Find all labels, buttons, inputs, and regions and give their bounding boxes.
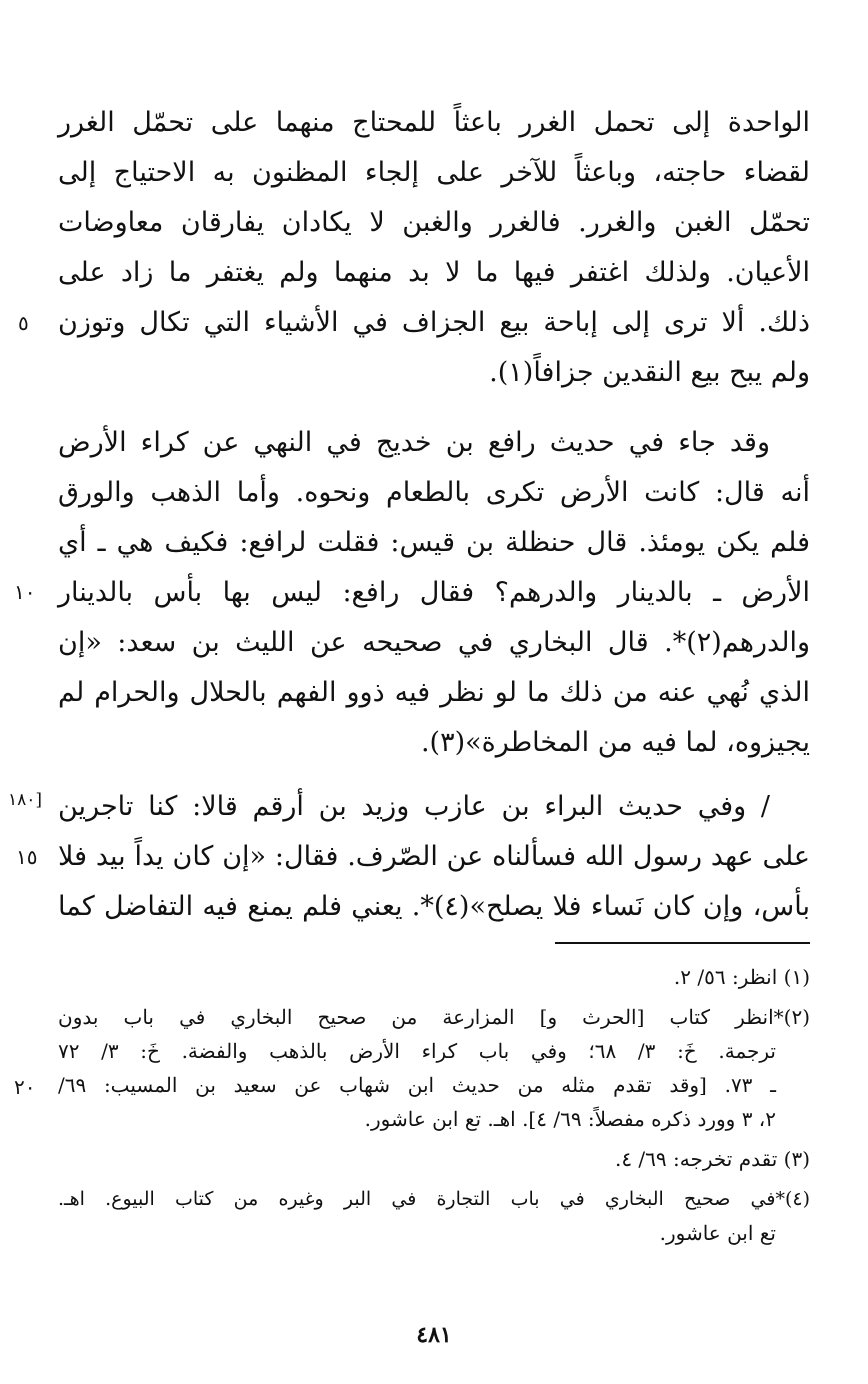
- body-line: والدرهم(٢)*. قال البخاري في صحيحه عن الليث بن سعد: «إن: [58, 627, 810, 658]
- body-line: أنه قال: كانت الأرض تكرى بالطعام ونحوه. وأما الذهب والورق: [58, 477, 810, 508]
- footnote-2-line: ترجمة. خَ: ٣/ ٦٨؛ وفي باب كراء الأرض بالذهب والفضة. خَ: ٣/ ٧٢: [58, 1039, 776, 1063]
- body-line: على عهد رسول الله فسألناه عن الصّرف. فقال: «إن كان يداً بيد فلا: [58, 841, 810, 872]
- body-line: الواحدة إلى تحمل الغرر باعثاً للمحتاج منهما على تحمّل الغرر: [58, 107, 810, 138]
- body-line: بأس، وإن كان نَساء فلا يصلح»(٤)*. يعني فلم يمنع فيه التفاضل كما: [58, 891, 810, 922]
- line-number-15: ١٥: [16, 845, 38, 869]
- body-line: الأعيان. ولذلك اغتفر فيها ما لا بد منهما ولم يغتفر ما زاد على: [58, 257, 810, 288]
- body-line: / وفي حديث البراء بن عازب وزيد بن أرقم قالا: كنا تاجرين: [58, 791, 770, 822]
- body-line: وقد جاء في حديث رافع بن خديج في النهي عن كراء الأرض: [58, 427, 770, 458]
- footnote-2-line: ـ ٧٣. [وقد تقدم مثله من حديث ابن شهاب عن سعيد بن المسيب: ٦٩/: [58, 1073, 776, 1097]
- footnote-4-line: تع ابن عاشور.: [659, 1221, 776, 1245]
- body-line: لقضاء حاجته، وباعثاً للآخر على إلجاء المظنون به الاحتياج إلى: [58, 157, 810, 188]
- body-line: الذي نُهي عنه من ذلك ما لو نظر فيه ذوو الفهم بالحلال والحرام لم: [58, 677, 810, 708]
- footnote-separator: [555, 942, 810, 944]
- page-number: ٤٨١: [416, 1322, 452, 1348]
- body-line: فلم يكن يومئذ. قال حنظلة بن قيس: فقلت لرافع: فكيف هي ـ أي: [58, 527, 810, 558]
- footnote-3: (٣) تقدم تخرجه: ٦٩/ ٤.: [614, 1147, 810, 1171]
- line-number-20: ٢٠: [14, 1075, 36, 1099]
- footnote-1: (١) انظر: ٥٦/ ٢.: [673, 965, 810, 989]
- line-number-10: ١٠: [14, 580, 36, 604]
- line-number-5: ٥: [18, 311, 29, 335]
- body-line: ولم يبح بيع النقدين جزافاً(١).: [489, 357, 810, 388]
- body-line: يجيزوه، لما فيه من المخاطرة»(٣).: [420, 727, 810, 758]
- body-line: تحمّل الغبن والغرر. فالغرر والغبن لا يكادان يفارقان معاوضات: [58, 207, 810, 238]
- footnote-2-line: (٢)*انظر كتاب [الحرث و] المزارعة من صحيح البخاري في باب بدون: [58, 1005, 810, 1029]
- body-line: ذلك. ألا ترى إلى إباحة بيع الجزاف في الأشياء التي تكال وتوزن: [58, 307, 810, 338]
- footnote-4-line: (٤)*في صحيح البخاري في باب التجارة في البر وغيره من كتاب البيوع. اهـ.: [58, 1188, 810, 1210]
- body-line: الأرض ـ بالدينار والدرهم؟ فقال رافع: ليس بها بأس بالدينار: [58, 577, 810, 608]
- margin-page-marker: [١٨٠: [8, 790, 43, 810]
- footnote-2-line: ٢، ٣ وورد ذكره مفصلاً: ٦٩/ ٤]. اهـ. تع ابن عاشور.: [364, 1107, 776, 1131]
